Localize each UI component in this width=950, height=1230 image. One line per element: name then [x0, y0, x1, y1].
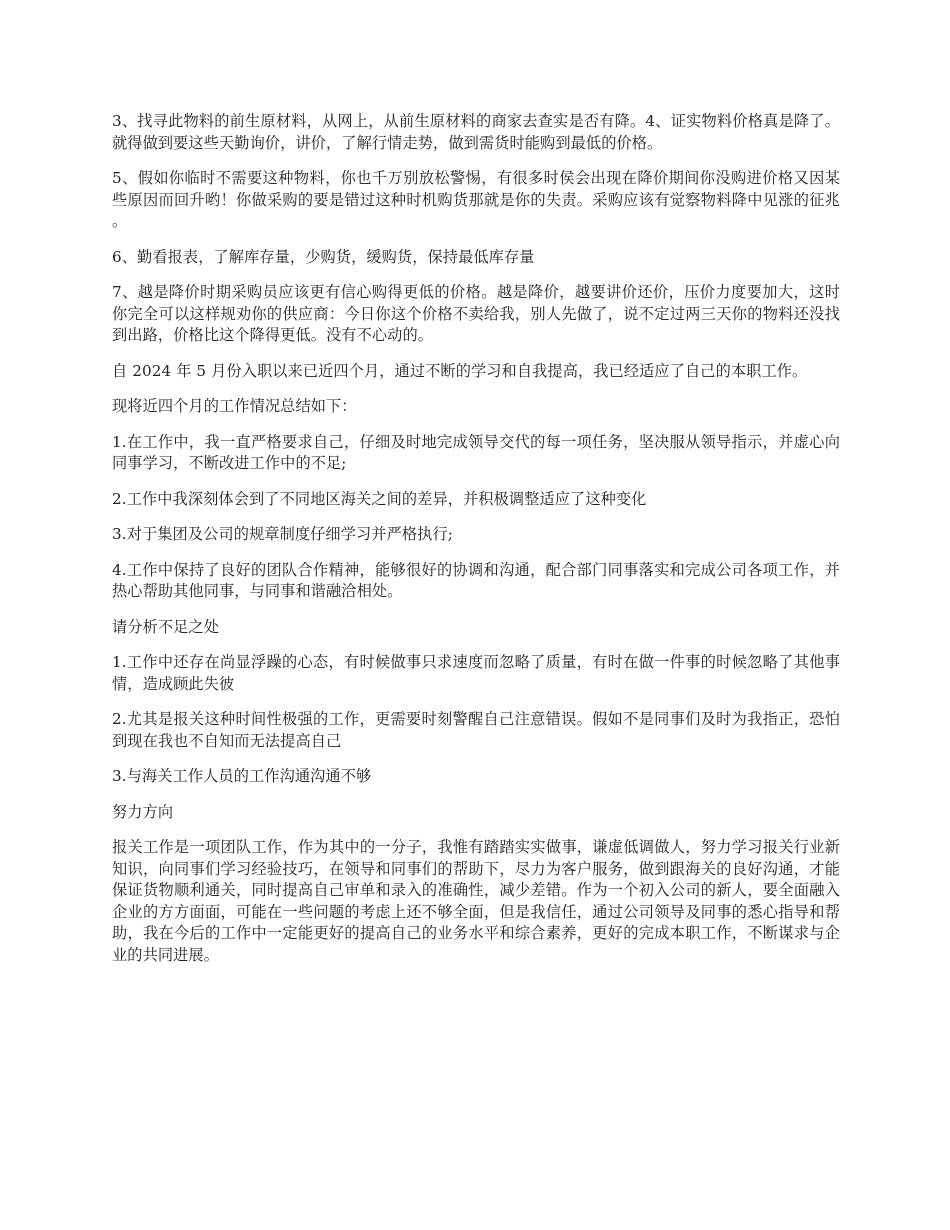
- summary-item-3: 3.对于集团及公司的规章制度仔细学习并严格执行;: [112, 525, 453, 543]
- shortcoming-item-1: 1.工作中还存在尚显浮躁的心态，有时候做事只求速度而忽略了质量，有时在做一件事的时候忽略了其他事情，造成顾此失彼: [112, 653, 840, 693]
- paragraph-stay-alert: 5、假如你临时不需要这种物料，你也千万别放松警惕，有很多时侯会出现在降价期间你没购进价格又因某些原因而回升哟！你做采购的要是错过这种时机购货那就是你的失责。采购应该有觉察物料降中见涨的征兆。: [112, 169, 840, 230]
- summary-item-2: 2.工作中我深刻体会到了不同地区海关之间的差异，并积极调整适应了这种变化: [112, 489, 647, 508]
- paragraph-bargain: 7、越是降价时期采购员应该更有信心购得更低的价格。越是降价，越要讲价还价，压价力度要加大，这时你完全可以这样规劝你的供应商：今日你这个价格不卖给我，别人先做了，说不定过两三天你的物料还没找到出路，价格比这个降得更低。没有不心动的。: [112, 283, 840, 344]
- heading-direction: 努力方向: [112, 802, 174, 821]
- paragraph-material-origin: 3、找寻此物料的前生原材料，从网上，从前生原材料的商家去查实是否有降。4、证实物料价格真是降了。就得做到要这些天勤询价，讲价，了解行情走势，做到需货时能购到最低的价格。: [112, 112, 840, 152]
- document-body: [112, 111, 840, 980]
- paragraph-check-reports: 6、勤看报表，了解库存量，少购货，缓购货，保持最低库存量: [112, 247, 535, 266]
- paragraph-intro: 自 2024 年 5 月份入职以来已近四个月，通过不断的学习和自我提高，我已经适应了自己的本职工作。: [112, 361, 808, 380]
- shortcoming-item-3: 3.与海关工作人员的工作沟通沟通不够: [112, 767, 372, 785]
- summary-item-4: 4.工作中保持了良好的团队合作精神，能够很好的协调和沟通，配合部门同事落实和完成公司各项工作，并热心帮助其他同事，与同事和谐融洽相处。: [112, 560, 840, 600]
- summary-item-1: 1.在工作中，我一直严格要求自己，仔细及时地完成领导交代的每一项任务，坚决服从领导指示，并虚心向同事学习，不断改进工作中的不足;: [112, 432, 840, 472]
- heading-shortcomings: 请分析不足之处: [112, 617, 220, 636]
- shortcoming-item-2: 2.尤其是报关这种时间性极强的工作，更需要时刻警醒自己注意错误。假如不是同事们及时为我指正，恐怕到现在我也不自知而无法提高自己: [112, 710, 840, 750]
- paragraph-direction: 报关工作是一项团队工作，作为其中的一分子，我惟有踏踏实实做事，谦虚低调做人，努力学习报关行业新知识，向同事们学习经验技巧，在领导和同事们的帮助下，尽力为客户服务，做到跟海关的良好沟通，才能保证货物顺利通关，同时提高自己审单和录入的准确性，减少差错。作为一个初入公司的新人，要全面融入企业的方方面面，可能在一些问题的考虑上还不够全面，但是我信任，通过公司领导及同事的悉心指导和帮助，我在今后的工作中一定能更好的提高自己的业务水平和综合素养，更好的完成本职工作，不断谋求与企业的共同进展。: [112, 838, 840, 964]
- paragraph-summary-lead: 现将近四个月的工作情况总结如下：: [112, 397, 357, 415]
